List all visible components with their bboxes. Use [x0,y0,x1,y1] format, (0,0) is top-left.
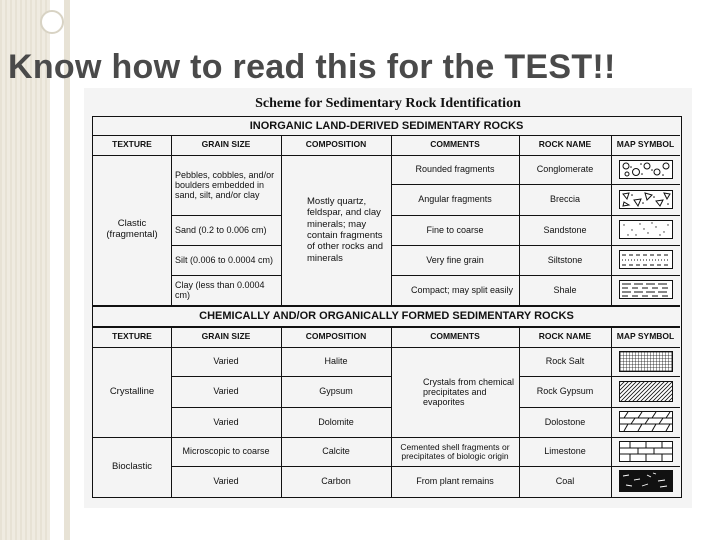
rock-name-rock-gypsum: Rock Gypsum [536,386,594,397]
scheme-title: Scheme for Sedimentary Rock Identification [255,96,521,111]
header-grain-size: GRAIN SIZE [201,139,251,150]
inorganic-section-title: INORGANIC LAND-DERIVED SEDIMENTARY ROCKS [249,119,524,132]
rock-name-sandstone: Sandstone [543,224,587,235]
composition-calcite: Calcite [322,446,350,457]
rock-name-breccia: Breccia [549,194,580,205]
rock-identification-sheet [84,88,692,508]
grain-size-sand: Sand (0.2 to 0.006 cm) [175,224,267,235]
header-map-symbol: MAP SYMBOL [616,139,675,150]
header-texture: TEXTURE [112,139,152,150]
chemical-section-title: CHEMICALLY AND/OR ORGANICALLY FORMED SEDIMENTARY ROCKS [199,310,574,323]
grain-size-clay: Clay (less than 0.0004 cm) [175,279,265,300]
header-composition-chemical: COMPOSITION [305,331,367,342]
grain-size-pebbles: Pebbles, cobbles, and/or boulders embedded in sand, silt, and/or clay [175,169,275,201]
composition-dolomite: Dolomite [318,416,354,427]
comment-fine-coarse: Fine to coarse [426,224,484,235]
header-rock-name-chemical: ROCK NAME [538,331,592,342]
grain-size-limestone: Microscopic to coarse [182,446,270,457]
coal-symbol-icon [619,470,673,492]
composition-halite: Halite [324,356,348,367]
comment-plant-remains: From plant remains [416,476,494,487]
grain-size-dolostone: Varied [213,416,239,427]
dolostone-symbol-icon [619,411,673,432]
comment-cemented-shell: Cemented shell fragments or precipitates of biologic origin [400,441,510,461]
header-texture-chemical: TEXTURE [112,331,152,342]
rock-salt-symbol-icon [619,351,673,372]
siltstone-symbol-icon [619,250,673,269]
rock-name-rock-salt: Rock Salt [545,356,585,367]
shale-symbol-icon [619,280,673,299]
header-grain-size-chemical: GRAIN SIZE [201,331,251,342]
comment-compact: Compact; may split easily [411,284,514,295]
rock-table [92,116,682,498]
crystalline-texture: Crystalline [109,385,155,397]
grain-size-silt: Silt (0.006 to 0.0004 cm) [175,254,274,265]
grain-size-rock-gypsum: Varied [213,386,239,397]
conglomerate-symbol-icon [619,160,673,179]
header-comments-chemical: COMMENTS [430,331,480,342]
rock-name-siltstone: Siltstone [547,254,583,265]
rock-name-shale: Shale [553,284,577,295]
header-comments: COMMENTS [430,139,480,150]
limestone-symbol-icon [619,441,673,462]
comment-crystals: Crystals from chemical precipitates and evaporites [423,376,515,408]
grain-size-rock-salt: Varied [213,356,239,367]
breccia-symbol-icon [619,190,673,209]
comment-very-fine: Very fine grain [426,254,484,265]
rock-gypsum-symbol-icon [619,381,673,402]
header-map-symbol-chemical: MAP SYMBOL [616,331,675,342]
clastic-composition: Mostly quartz, feldspar, and clay minerals; may contain fragments of other rocks and minerals [307,195,384,264]
bioclastic-texture: Bioclastic [111,460,153,472]
grain-size-coal: Varied [213,476,239,487]
header-composition: COMPOSITION [305,139,367,150]
rock-name-coal: Coal [555,476,575,487]
comment-rounded: Rounded fragments [415,164,495,175]
decorative-circle [40,10,64,34]
rock-name-dolostone: Dolostone [544,416,586,427]
rock-name-conglomerate: Conglomerate [536,164,594,175]
rock-name-limestone: Limestone [544,446,586,457]
header-rock-name: ROCK NAME [538,139,592,150]
clastic-texture: Clastic (fragmental) [106,218,158,240]
composition-carbon: Carbon [321,476,351,487]
composition-gypsum: Gypsum [319,386,353,397]
comment-angular: Angular fragments [418,194,492,205]
slide-title: Know how to read this for the TEST!! [8,48,616,86]
sandstone-symbol-icon [619,220,673,239]
